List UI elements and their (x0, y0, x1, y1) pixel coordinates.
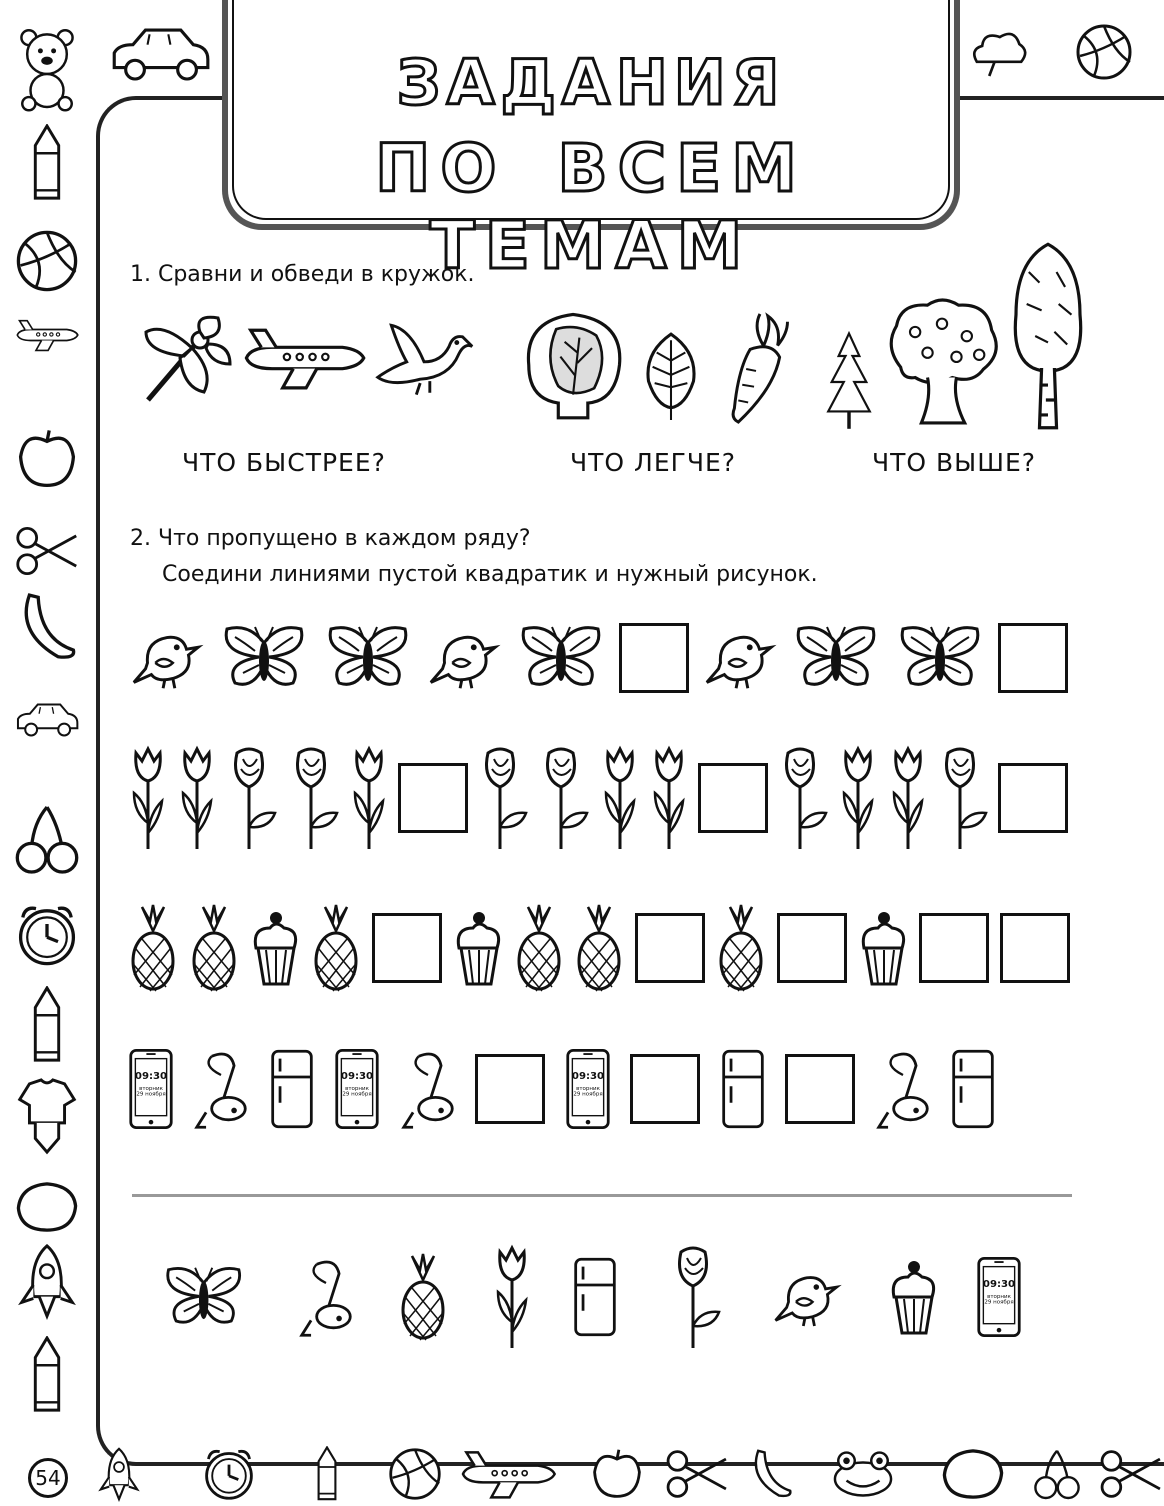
butterfly-icon[interactable] (218, 623, 310, 693)
phone-icon[interactable] (334, 1045, 380, 1133)
butterfly-icon[interactable] (894, 623, 986, 693)
butterfly-icon[interactable] (790, 623, 882, 693)
empty-square[interactable] (998, 763, 1068, 833)
pineapple-icon[interactable] (189, 903, 239, 993)
empty-square[interactable] (398, 763, 468, 833)
airplane-icon[interactable] (240, 326, 368, 390)
question-faster: ЧТО БЫСТРЕЕ? (182, 448, 386, 477)
empty-square[interactable] (635, 913, 705, 983)
task2-instruction-line2: Соедини линиями пустой квадратик и нужный рисунок. (162, 562, 818, 587)
bird-icon[interactable] (770, 1264, 844, 1331)
page-number: 54 (28, 1458, 68, 1498)
empty-square[interactable] (619, 623, 689, 693)
scissors-icon (14, 512, 80, 590)
banana-icon (738, 1446, 804, 1502)
fir-tree-icon[interactable] (820, 330, 878, 434)
birch-tree-icon[interactable] (1004, 240, 1092, 432)
vacuum-icon[interactable] (400, 1044, 456, 1134)
phone-date: 29 ноября (342, 1091, 373, 1098)
phone-day: вторник (139, 1085, 163, 1092)
phone-date: 29 ноября (573, 1091, 603, 1098)
crayons-icon (14, 986, 80, 1064)
tulip-icon[interactable] (349, 743, 389, 853)
question-taller: ЧТО ВЫШЕ? (872, 448, 1037, 477)
fridge-icon[interactable] (269, 1045, 315, 1133)
rose-icon[interactable] (226, 743, 278, 853)
lemon-icon (14, 1168, 80, 1246)
dove-icon[interactable] (372, 318, 478, 398)
pineapple-icon[interactable] (514, 903, 564, 993)
tulip-icon[interactable] (177, 743, 217, 853)
cherries-icon (1024, 1446, 1090, 1502)
scissors-icon (1098, 1446, 1164, 1502)
butterfly-icon[interactable] (515, 623, 607, 693)
tulip-icon[interactable] (888, 743, 928, 853)
phone-icon[interactable] (565, 1045, 611, 1133)
apple-icon (584, 1446, 650, 1502)
phone-time: 09:30 (982, 1278, 1016, 1290)
rose-icon[interactable] (670, 1242, 722, 1352)
rose-icon[interactable] (477, 743, 529, 853)
empty-square[interactable] (998, 623, 1068, 693)
cupcake-icon[interactable] (453, 908, 503, 988)
rose-icon[interactable] (777, 743, 829, 853)
empty-square[interactable] (919, 913, 989, 983)
carrot-icon[interactable] (720, 310, 794, 428)
pineapple-icon[interactable] (398, 1252, 448, 1342)
rocket-icon (14, 1242, 80, 1320)
airplane-icon (14, 296, 80, 374)
teddy-bear-icon (14, 20, 80, 118)
task1-instruction: 1. Сравни и обведи в кружок. (130, 262, 475, 287)
apple-tree-icon[interactable] (880, 292, 1004, 432)
fridge-icon[interactable] (572, 1253, 618, 1341)
cupcake-icon[interactable] (858, 908, 908, 988)
empty-square[interactable] (475, 1054, 545, 1124)
butterfly-icon[interactable] (322, 623, 414, 693)
empty-square[interactable] (1000, 913, 1070, 983)
tulip-icon[interactable] (649, 743, 689, 853)
bird-icon[interactable] (128, 623, 206, 693)
cherries-icon (14, 800, 80, 878)
divider (132, 1194, 1072, 1197)
phone-day: вторник (575, 1085, 600, 1092)
rocket-icon (86, 1446, 152, 1502)
page-title: ЗАДАНИЯ (396, 46, 786, 119)
lemon-icon (940, 1446, 1006, 1502)
scissors-icon (664, 1446, 730, 1502)
question-lighter: ЧТО ЛЕГЧЕ? (570, 448, 737, 477)
fridge-icon[interactable] (720, 1045, 766, 1133)
cabbage-icon[interactable] (514, 306, 630, 422)
rose-icon[interactable] (288, 743, 340, 853)
cupcake-icon[interactable] (250, 908, 300, 988)
car-icon (14, 680, 80, 758)
empty-square[interactable] (630, 1054, 700, 1124)
alarm-clock-icon (196, 1446, 262, 1502)
airplane-icon (458, 1446, 558, 1502)
banana-icon (14, 588, 80, 666)
empty-square[interactable] (372, 913, 442, 983)
apple-icon (14, 420, 80, 498)
vacuum-icon[interactable] (193, 1044, 249, 1134)
phone-date: 29 ноября (984, 1299, 1014, 1306)
pineapple-icon[interactable] (716, 903, 766, 993)
phone-day: вторник (345, 1085, 370, 1092)
crayon-icon (14, 124, 80, 202)
leaf-icon[interactable] (640, 330, 702, 422)
phone-date: 29 ноября (136, 1091, 166, 1098)
bird-icon[interactable] (425, 623, 503, 693)
shirt-icon (14, 1078, 80, 1156)
rose-icon[interactable] (937, 743, 989, 853)
pineapple-icon[interactable] (128, 903, 178, 993)
task2-instruction: 2. Что пропущено в каждом ряду? (130, 526, 531, 551)
phone-time: 09:30 (134, 1070, 168, 1082)
pencil-icon (14, 1336, 80, 1414)
butterfly-icon[interactable] (160, 1264, 247, 1331)
empty-square[interactable] (785, 1054, 855, 1124)
vacuum-icon[interactable] (875, 1044, 931, 1134)
car-icon (108, 20, 212, 86)
tulip-icon[interactable] (838, 743, 878, 853)
leaf-icon (968, 20, 1030, 86)
cupcake-icon[interactable] (888, 1257, 938, 1337)
phone-icon[interactable] (976, 1253, 1022, 1341)
ball-icon (1074, 22, 1134, 82)
vacuum-icon[interactable] (298, 1252, 354, 1342)
pineapple-icon[interactable] (311, 903, 361, 993)
tulip-icon[interactable] (600, 743, 640, 853)
fridge-icon[interactable] (950, 1045, 996, 1133)
alarm-clock-icon (14, 896, 80, 974)
ball-icon (382, 1446, 448, 1502)
ball-icon (14, 222, 80, 300)
empty-square[interactable] (698, 763, 768, 833)
crayon-icon (294, 1446, 360, 1502)
phone-time: 09:30 (341, 1070, 374, 1082)
bird-icon[interactable] (701, 623, 779, 693)
phone-day: вторник (987, 1293, 1011, 1300)
tulip-icon[interactable] (128, 743, 168, 853)
tulip-icon[interactable] (492, 1242, 532, 1352)
dragonfly-icon[interactable] (134, 312, 234, 412)
page-subtitle: ПО ВСЕМ ТЕМАМ (375, 130, 807, 284)
rose-icon[interactable] (538, 743, 590, 853)
phone-time: 09:30 (571, 1070, 604, 1082)
frog-icon (830, 1446, 896, 1502)
phone-icon[interactable] (128, 1045, 174, 1133)
pineapple-icon[interactable] (574, 903, 624, 993)
empty-square[interactable] (777, 913, 847, 983)
